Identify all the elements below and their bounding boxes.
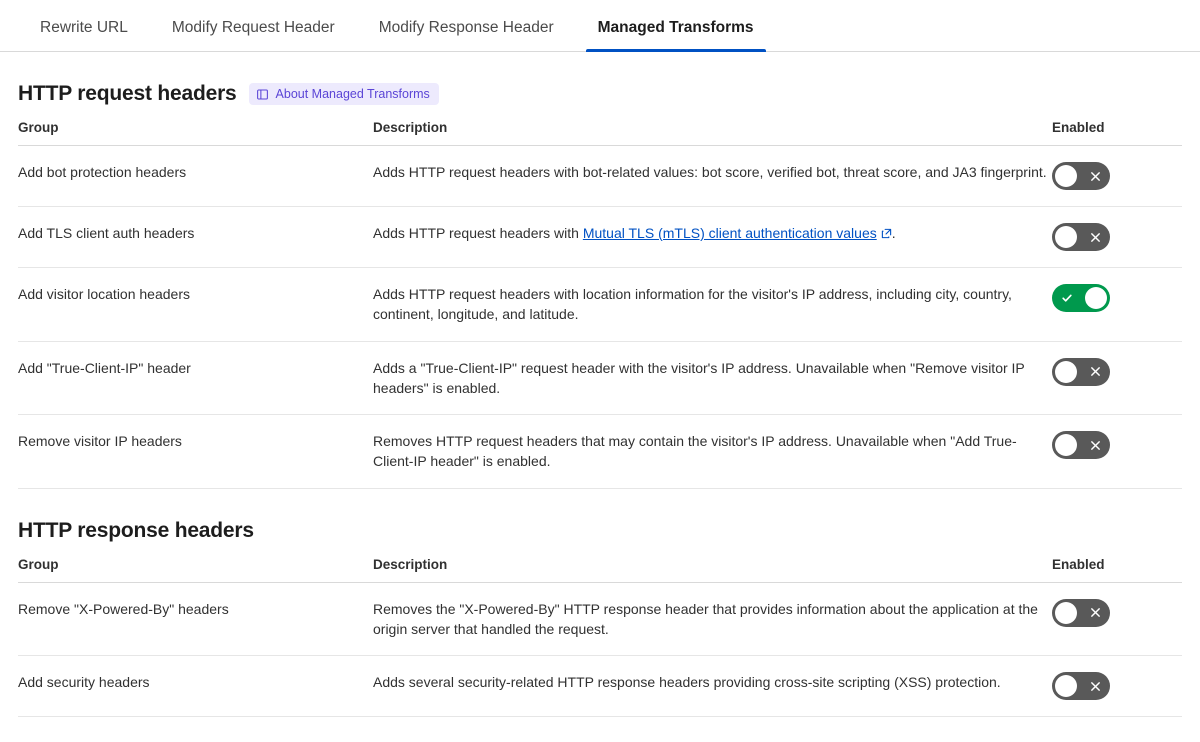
- row-description: Adds HTTP request headers with bot-related values: bot score, verified bot, threat score, and JA3 fingerprint.: [373, 146, 1052, 207]
- request-headers-table: [18, 120, 1182, 489]
- row-enabled-cell: [1052, 207, 1182, 268]
- check-icon: [1061, 284, 1073, 312]
- column-header-description: Description: [373, 557, 1052, 583]
- book-icon: [256, 88, 269, 101]
- row-description: Adds several security-related HTTP response headers providing cross-site scripting (XSS) protection.: [373, 656, 1052, 717]
- row-group-name: Remove visitor IP headers: [18, 415, 373, 489]
- cross-icon: [1090, 672, 1101, 700]
- column-header-group: Group: [18, 120, 373, 146]
- cross-icon: [1090, 431, 1101, 459]
- cross-icon: [1090, 162, 1101, 190]
- toggle-remove-x-powered-by-headers[interactable]: [1052, 599, 1110, 627]
- row-enabled-cell: [1052, 341, 1182, 415]
- toggle-knob: [1055, 361, 1077, 383]
- row-enabled-cell: [1052, 582, 1182, 656]
- request-headers-title: HTTP request headers: [18, 82, 237, 105]
- tab-modify-response-header[interactable]: Modify Response Header: [357, 19, 576, 51]
- about-managed-transforms-link[interactable]: [249, 83, 439, 105]
- row-enabled-cell: [1052, 656, 1182, 717]
- toggle-knob: [1055, 602, 1077, 624]
- row-enabled-cell: [1052, 415, 1182, 489]
- row-group-name: Remove "X-Powered-By" headers: [18, 582, 373, 656]
- cross-icon: [1090, 599, 1101, 627]
- table-row: [18, 268, 1182, 342]
- toggle-remove-visitor-ip-headers[interactable]: [1052, 431, 1110, 459]
- table-row: [18, 582, 1182, 656]
- tab-bar: [0, 0, 1200, 52]
- tab-modify-request-header[interactable]: Modify Request Header: [150, 19, 357, 51]
- toggle-knob: [1055, 165, 1077, 187]
- cross-icon: [1090, 358, 1101, 386]
- row-description: Adds HTTP request headers with location information for the visitor's IP address, including city, country, continent, longitude, and latitude.: [373, 268, 1052, 342]
- table-row: [18, 656, 1182, 717]
- row-description: Removes the "X-Powered-By" HTTP response header that provides information about the application at the origin server that handled the request.: [373, 582, 1052, 656]
- page-content: [0, 82, 1200, 717]
- response-headers-title: HTTP response headers: [18, 518, 254, 542]
- row-group-name: Add visitor location headers: [18, 268, 373, 342]
- column-header-group: Group: [18, 557, 373, 583]
- column-header-enabled: Enabled: [1052, 120, 1182, 146]
- table-row: [18, 207, 1182, 268]
- row-group-name: Add "True-Client-IP" header: [18, 341, 373, 415]
- toggle-knob: [1055, 434, 1077, 456]
- toggle-add-visitor-location-headers[interactable]: [1052, 284, 1110, 312]
- row-group-name: Add security headers: [18, 656, 373, 717]
- table-row: [18, 415, 1182, 489]
- about-pill-label: About Managed Transforms: [275, 87, 430, 101]
- toggle-add-true-client-ip-header[interactable]: [1052, 358, 1110, 386]
- row-description-suffix: .: [891, 225, 896, 241]
- row-enabled-cell: [1052, 268, 1182, 342]
- row-description: [373, 207, 1052, 268]
- table-row: [18, 146, 1182, 207]
- row-description: Removes HTTP request headers that may contain the visitor's IP address. Unavailable when "Add True-Client-IP header" is enabled.: [373, 415, 1052, 489]
- request-headers-section-header: [18, 82, 1182, 106]
- response-headers-table: [18, 557, 1182, 718]
- external-link-icon: [881, 224, 892, 235]
- row-description: Adds a "True-Client-IP" request header with the visitor's IP address. Unavailable when "Remove visitor IP headers" is enabled.: [373, 341, 1052, 415]
- toggle-add-bot-protection-headers[interactable]: [1052, 162, 1110, 190]
- toggle-knob: [1055, 675, 1077, 697]
- table-header-row: [18, 120, 1182, 146]
- row-enabled-cell: [1052, 146, 1182, 207]
- tab-managed-transforms[interactable]: Managed Transforms: [576, 19, 776, 51]
- table-header-row: [18, 557, 1182, 583]
- toggle-knob: [1085, 287, 1107, 309]
- table-row: [18, 341, 1182, 415]
- row-group-name: Add TLS client auth headers: [18, 207, 373, 268]
- toggle-add-security-headers[interactable]: [1052, 672, 1110, 700]
- response-headers-section-header: [18, 519, 1182, 543]
- column-header-enabled: Enabled: [1052, 557, 1182, 583]
- column-header-description: Description: [373, 120, 1052, 146]
- row-group-name: Add bot protection headers: [18, 146, 373, 207]
- cross-icon: [1090, 223, 1101, 251]
- toggle-knob: [1055, 226, 1077, 248]
- mtls-client-authentication-values-link[interactable]: Mutual TLS (mTLS) client authentication values: [582, 225, 877, 241]
- toggle-add-tls-client-auth-headers[interactable]: [1052, 223, 1110, 251]
- tab-rewrite-url[interactable]: Rewrite URL: [18, 19, 150, 51]
- row-description-prefix: Adds HTTP request headers with: [373, 225, 583, 241]
